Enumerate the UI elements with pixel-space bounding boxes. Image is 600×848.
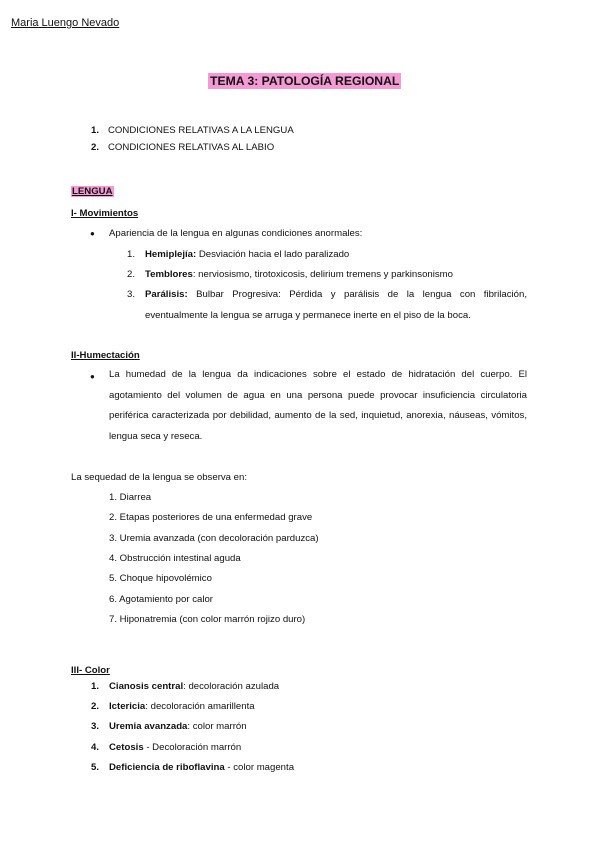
item-number: 3. [91,721,100,732]
section-heading-lengua: LENGUA [72,186,113,197]
toc-label: CONDICIONES RELATIVAS A LA LENGUA [108,125,294,136]
item-term: Parálisis: [145,289,188,300]
subsection-heading-color: III- Color [71,665,110,676]
bullet-icon: ● [90,372,95,381]
item-text: Bulbar Progresiva: Pérdida y parálisis de la lengua con fibrilación, eventualmente la lengua se arruga y permanece inerte en el piso de la boca. [145,289,527,321]
item-text: - color magenta [224,762,295,773]
list-item: 7. Hiponatremia (con color marrón rojizo duro) [109,614,306,625]
list-item: 5. Choque hipovolémico [109,573,212,584]
toc-label: CONDICIONES RELATIVAS AL LABIO [108,142,275,153]
list-item [145,285,527,326]
item-text: : color marrón [187,721,247,732]
toc-number: 2. [91,142,100,153]
item-number: 4. [91,742,100,753]
item-term: Uremia avanzada [109,721,188,732]
list-item [91,721,247,732]
list-item [127,269,453,280]
bullet-icon: ● [90,229,95,238]
item-number: 2. [91,701,100,712]
item-term: Temblores [145,269,193,280]
sequedad-intro: La sequedad de la lengua se observa en: [71,472,248,483]
author-name: Maria Luengo Nevado [11,17,120,29]
item-term: Cetosis [109,742,144,753]
item-number: 1. [127,249,136,260]
list-item: 2. Etapas posteriores de una enfermedad grave [109,512,313,523]
list-item [91,701,255,712]
toc-item [91,125,294,136]
item-text: Desviación hacia el lado paralizado [196,249,350,260]
toc-item [91,142,275,153]
intro-text: Apariencia de la lengua en algunas condiciones anormales: [109,228,363,239]
list-item [91,681,280,692]
humectacion-paragraph: La humedad de la lengua da indicaciones sobre el estado de hidratación del cuerpo. El agotamiento del volumen de agua en una persona puede provocar insuficiencia circulatoria periférica caracterizada por debilidad, aumento de la sed, inquietud, anorexia, náuseas, vómitos, lengua seca y reseca. [109,369,527,442]
item-text: : nerviosismo, tirotoxicosis, delirium tremens y parkinsonismo [192,269,453,280]
list-item [91,742,242,753]
list-item-number: 3. [127,289,136,300]
list-item [91,762,295,773]
list-item [127,249,350,260]
list-item: 3. Uremia avanzada (con decoloración parduzca) [109,533,319,544]
item-term: Cianosis central [109,681,184,692]
item-text: - Decoloración marrón [143,742,242,753]
item-term: Hemiplejía: [145,249,197,260]
item-text: : decoloración azulada [183,681,280,692]
item-number: 2. [127,269,136,280]
list-item: 1. Diarrea [109,492,152,503]
subsection-heading-movimientos: I- Movimientos [71,208,139,219]
list-item: 4. Obstrucción intestinal aguda [109,553,241,564]
toc-number: 1. [91,125,100,136]
list-item: 6. Agotamiento por calor [109,594,213,605]
item-text: : decoloración amarillenta [145,701,255,712]
list-item [90,228,363,239]
item-number: 1. [91,681,100,692]
item-number: 5. [91,762,100,773]
item-term: Deficiencia de riboflavina [109,762,225,773]
item-term: Ictericia [109,701,146,712]
subsection-heading-humectacion: II-Humectación [71,350,140,361]
page-title: TEMA 3: PATOLOGÍA REGIONAL [210,74,400,88]
